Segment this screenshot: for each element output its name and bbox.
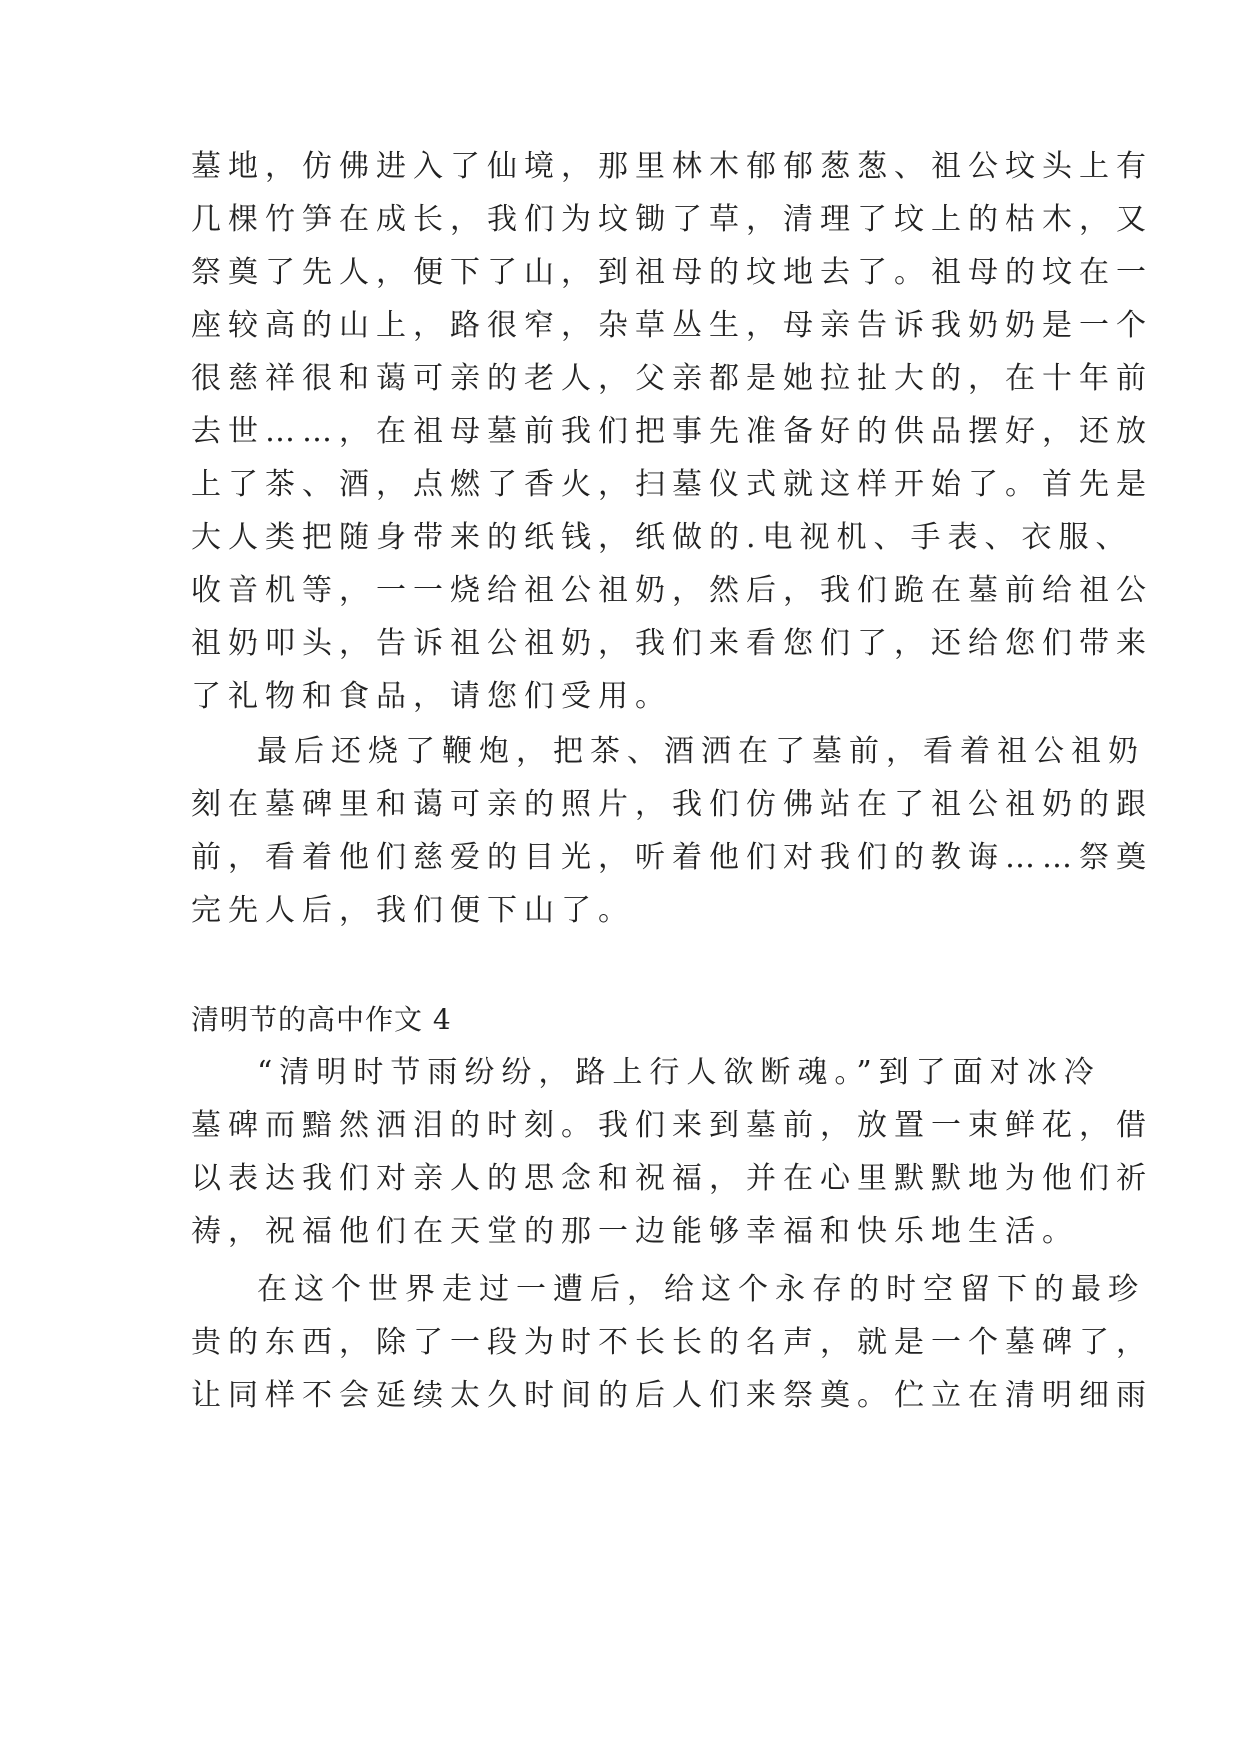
text-line: 上了茶、酒，点燃了香火，扫墓仪式就这样开始了。首先是 — [191, 467, 1153, 502]
text-line: 祷，祝福他们在天堂的那一边能够幸福和快乐地生活。 — [191, 1214, 1079, 1249]
text-line: 收音机等，一一烧给祖公祖奶，然后，我们跪在墓前给祖公 — [191, 573, 1153, 608]
text-line: 祭奠了先人，便下了山，到祖母的坟地去了。祖母的坟在一 — [191, 255, 1153, 290]
section-title: 清明节的高中作文 4 — [191, 1003, 452, 1036]
text-line: 祖奶叩头，告诉祖公祖奶，我们来看您们了，还给您们带来 — [191, 626, 1153, 661]
text-line: 最后还烧了鞭炮，把茶、酒洒在了墓前，看着祖公祖奶 — [257, 734, 1145, 769]
text-line: 几棵竹笋在成长，我们为坟锄了草，清理了坟上的枯木，又 — [191, 202, 1153, 237]
text-line: 很慈祥很和蔼可亲的老人，父亲都是她拉扯大的，在十年前 — [191, 361, 1153, 396]
text-line: 了礼物和食品，请您们受用。 — [191, 679, 672, 714]
text-line: 完先人后，我们便下山了。 — [191, 893, 635, 928]
text-line: 让同样不会延续太久时间的后人们来祭奠。伫立在清明细雨 — [191, 1378, 1153, 1413]
text-line: 贵的东西，除了一段为时不长长的名声，就是一个墓碑了， — [191, 1325, 1153, 1360]
text-line: 前，看着他们慈爱的目光，听着他们对我们的教诲……祭奠 — [191, 840, 1153, 875]
text-line: 墓地，仿佛进入了仙境，那里林木郁郁葱葱、祖公坟头上有 — [191, 149, 1153, 184]
text-line: 座较高的山上，路很窄，杂草丛生，母亲告诉我奶奶是一个 — [191, 308, 1153, 343]
text-line: 在这个世界走过一遭后，给这个永存的时空留下的最珍 — [257, 1272, 1145, 1307]
text-line: 大人类把随身带来的纸钱，纸做的.电视机、手表、衣服、 — [191, 520, 1133, 555]
text-line: 墓碑而黯然洒泪的时刻。我们来到墓前，放置一束鲜花，借 — [191, 1108, 1153, 1143]
text-line: 以表达我们对亲人的思念和祝福，并在心里默默地为他们祈 — [191, 1161, 1153, 1196]
text-line: 刻在墓碑里和蔼可亲的照片，我们仿佛站在了祖公祖奶的跟 — [191, 787, 1153, 822]
text-line: 去世……，在祖母墓前我们把事先准备好的供品摆好，还放 — [191, 414, 1153, 449]
text-line: “清明时节雨纷纷，路上行人欲断魂。”到了面对冰冷 — [257, 1055, 1101, 1090]
